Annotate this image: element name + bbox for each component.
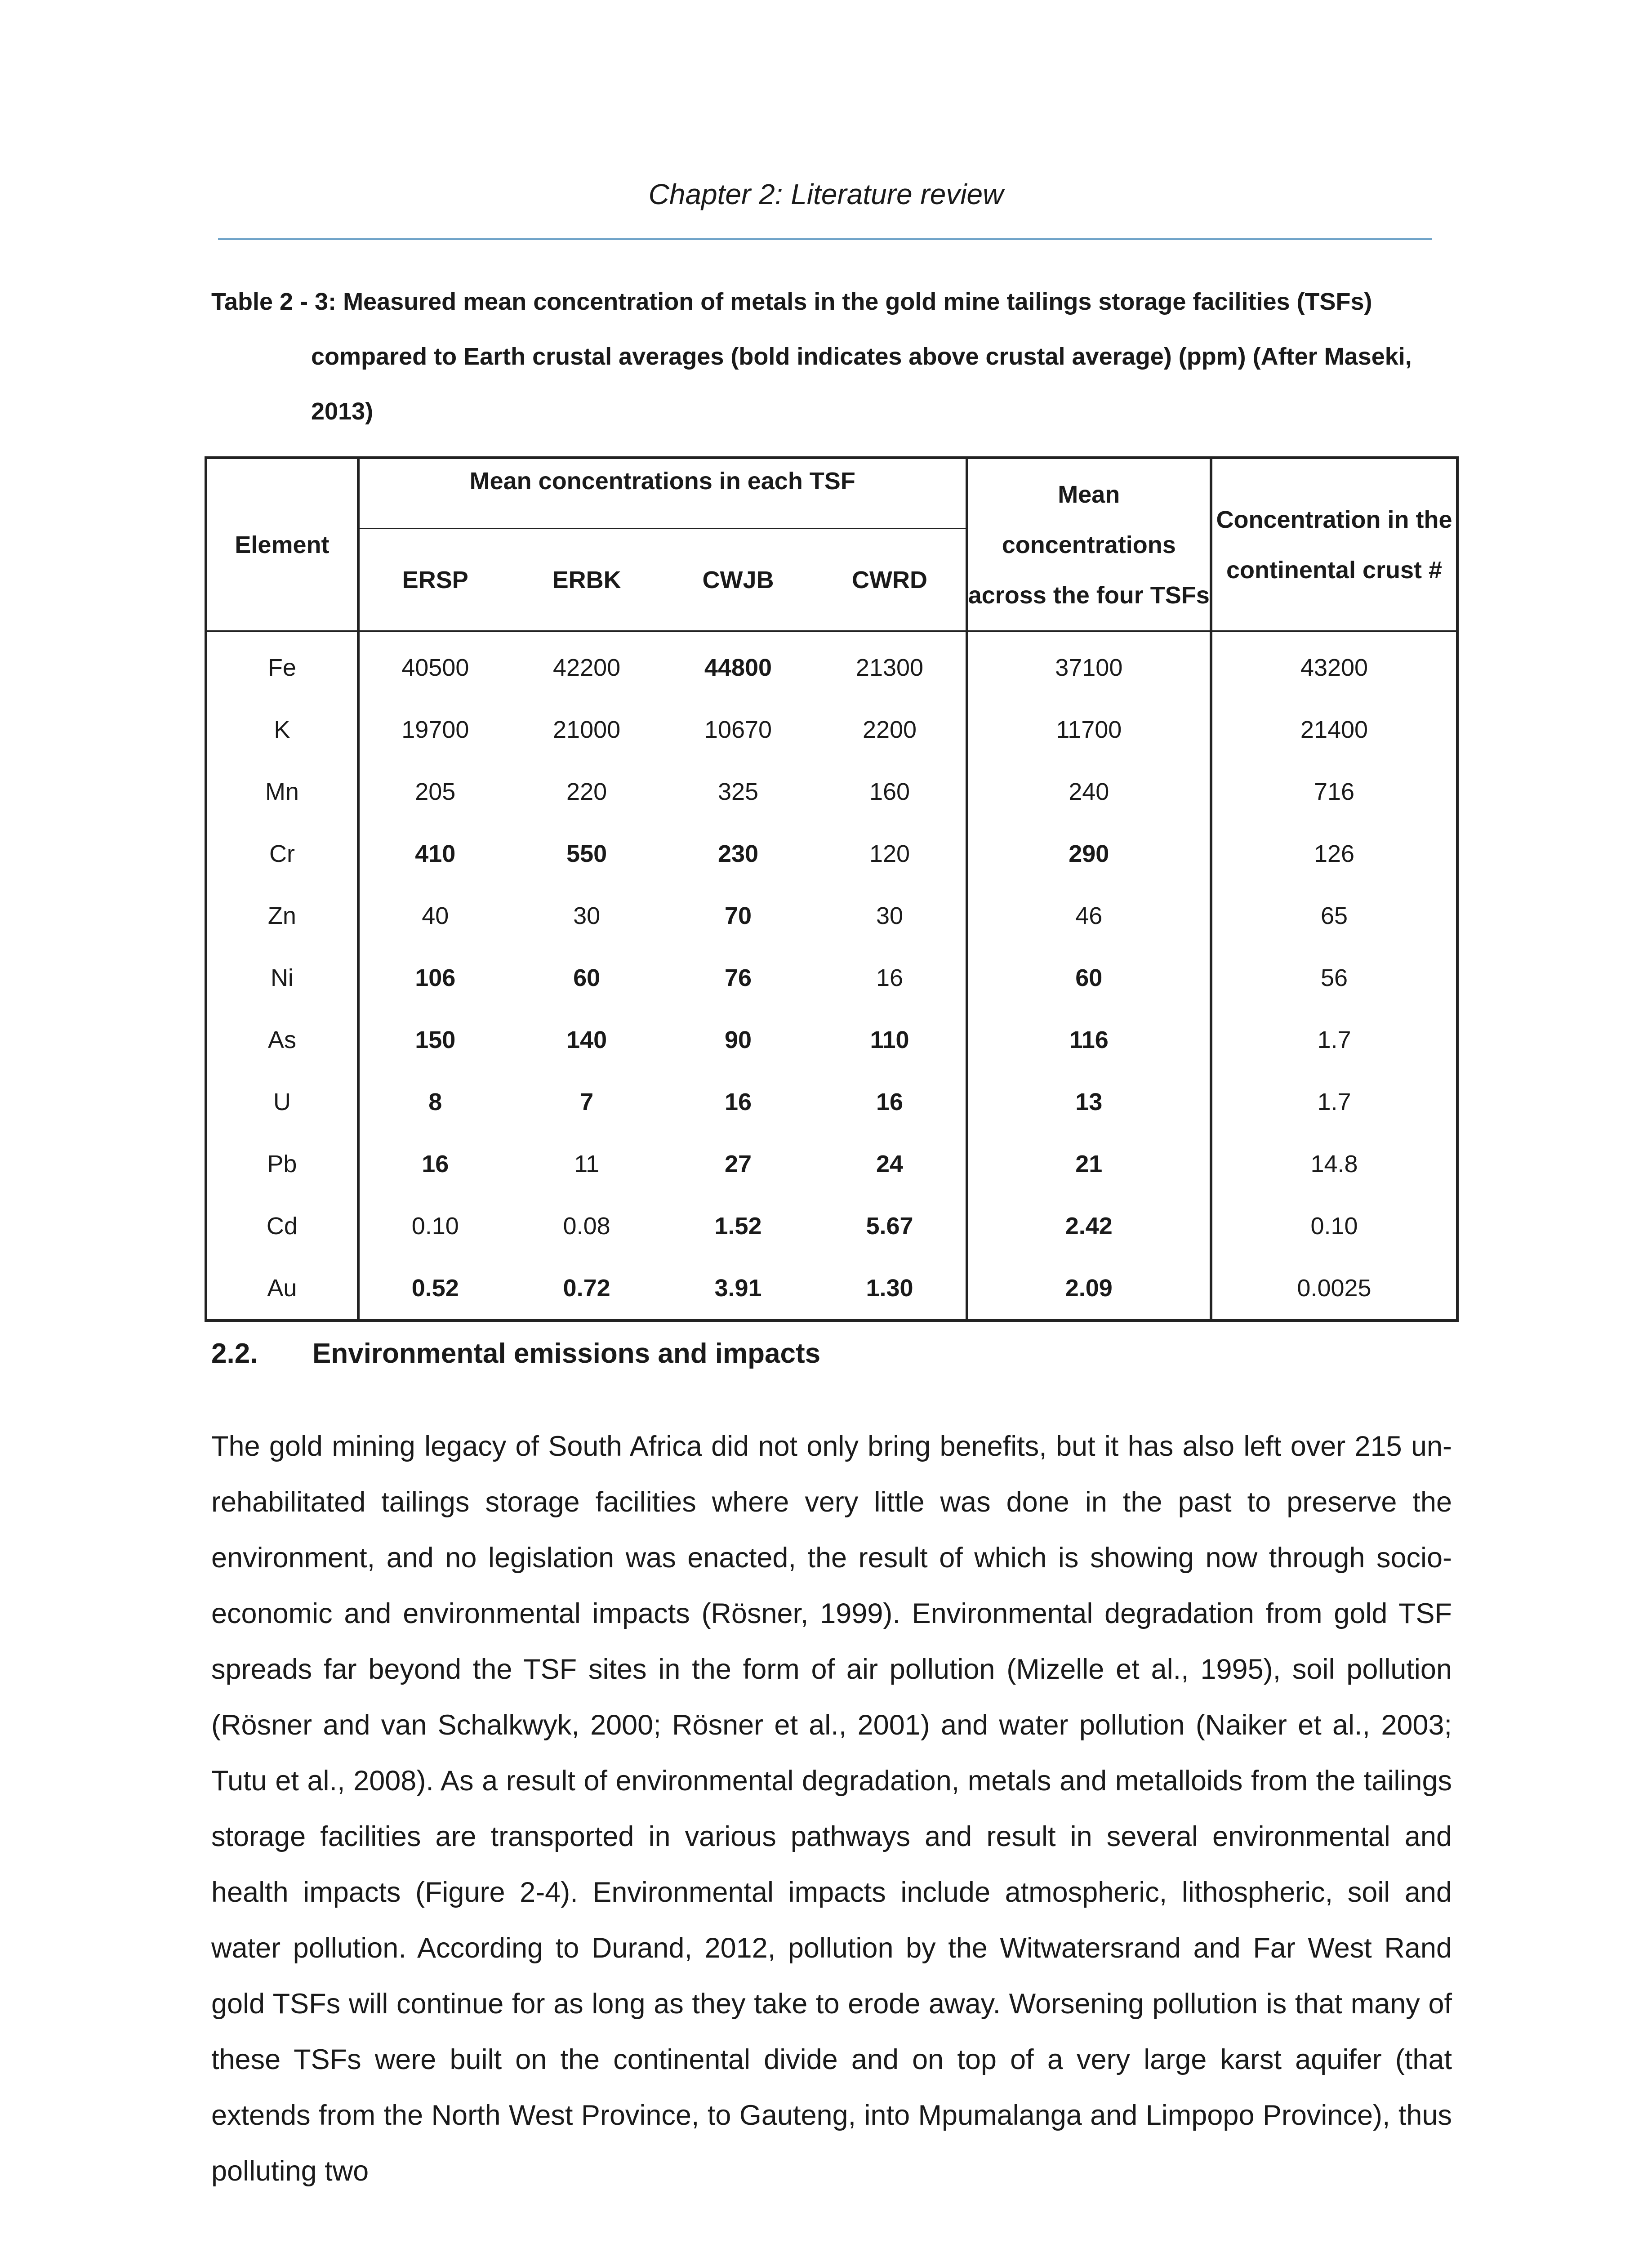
cell-ersp: 40 <box>422 902 449 929</box>
cell-cwjb: 325 <box>717 778 759 805</box>
table-row <box>206 885 1457 947</box>
cell-element: Mn <box>206 761 358 823</box>
header-rule <box>218 238 1432 240</box>
cell-erbk: 220 <box>566 778 607 805</box>
cell-ersp: 8 <box>428 1088 442 1115</box>
cell-mean: 2.09 <box>967 1257 1211 1320</box>
table-row <box>206 947 1457 1009</box>
cell-erbk: 30 <box>573 902 601 929</box>
cell-cwjb: 27 <box>724 1151 752 1178</box>
cell-ersp: 16 <box>422 1151 449 1178</box>
cell-cwrd: 2200 <box>862 716 917 743</box>
table-caption <box>211 274 1461 439</box>
cell-element: Pb <box>206 1133 358 1195</box>
cell-mean: 60 <box>967 947 1211 1009</box>
cell-cwrd: 30 <box>876 902 904 929</box>
header-ersp: ERSP <box>358 529 511 632</box>
table-row <box>206 823 1457 885</box>
header-mean: Mean concentrations across the four TSFs <box>967 458 1211 631</box>
cell-erbk: 0.08 <box>563 1213 610 1240</box>
cell-element: Cd <box>206 1195 358 1257</box>
cell-element: K <box>206 699 358 761</box>
cell-mean: 11700 <box>967 699 1211 761</box>
cell-element: Au <box>206 1257 358 1320</box>
cell-mean: 2.42 <box>967 1195 1211 1257</box>
cell-cwrd: 120 <box>869 840 910 867</box>
cell-crust: 1.7 <box>1211 1009 1457 1071</box>
cell-crust: 0.0025 <box>1211 1257 1457 1320</box>
cell-erbk: 42200 <box>553 654 621 681</box>
table-row <box>206 1257 1457 1320</box>
cell-crust: 0.10 <box>1211 1195 1457 1257</box>
cell-crust: 21400 <box>1211 699 1457 761</box>
caption-line-2: compared to Earth crustal averages (bold indicates above crustal average) (ppm) (After Maseki, <box>311 343 1412 370</box>
cell-element: Ni <box>206 947 358 1009</box>
metals-table <box>205 456 1459 1322</box>
header-cwrd: CWRD <box>814 529 966 632</box>
cell-element: Cr <box>206 823 358 885</box>
cell-crust: 56 <box>1211 947 1457 1009</box>
cell-crust: 14.8 <box>1211 1133 1457 1195</box>
cell-cwjb: 76 <box>724 964 752 991</box>
cell-cwrd: 1.30 <box>814 1257 966 1320</box>
cell-cwrd: 16 <box>876 1088 904 1115</box>
table-row <box>206 699 1457 761</box>
cell-cwrd: 21300 <box>855 654 924 681</box>
cell-crust: 126 <box>1211 823 1457 885</box>
cell-mean: 13 <box>967 1071 1211 1133</box>
cell-element: As <box>206 1009 358 1071</box>
cell-erbk: 21000 <box>553 716 621 743</box>
cell-ersp: 0.52 <box>358 1257 511 1320</box>
cell-mean: 116 <box>967 1009 1211 1071</box>
caption-line-1: Table 2 - 3: Measured mean concentration of metals in the gold mine tailings storage facilities (TSFs) <box>211 288 1372 315</box>
cell-crust: 1.7 <box>1211 1071 1457 1133</box>
cell-mean: 37100 <box>967 631 1211 699</box>
table-row <box>206 761 1457 823</box>
header-erbk: ERBK <box>511 529 663 632</box>
cell-cwjb: 10670 <box>704 716 772 743</box>
cell-crust: 43200 <box>1211 631 1457 699</box>
header-cwjb: CWJB <box>663 529 814 632</box>
section-heading <box>211 1338 820 1369</box>
cell-ersp: 19700 <box>401 716 469 743</box>
cell-erbk: 60 <box>573 964 601 991</box>
header-crust: Concentration in the continental crust # <box>1211 458 1457 631</box>
cell-cwjb: 3.91 <box>663 1257 814 1320</box>
cell-erbk: 550 <box>566 840 607 867</box>
cell-ersp: 40500 <box>401 654 469 681</box>
cell-cwrd: 24 <box>876 1151 904 1178</box>
cell-erbk: 0.72 <box>511 1257 663 1320</box>
cell-cwjb: 90 <box>724 1026 752 1053</box>
table-row <box>206 1071 1457 1133</box>
cell-mean: 290 <box>967 823 1211 885</box>
cell-cwjb: 16 <box>724 1088 752 1115</box>
cell-cwjb: 44800 <box>704 654 772 681</box>
chapter-header: Chapter 2: Literature review <box>648 178 1004 210</box>
cell-ersp: 150 <box>415 1026 456 1053</box>
cell-crust: 65 <box>1211 885 1457 947</box>
cell-mean: 46 <box>967 885 1211 947</box>
section-number: 2.2. <box>211 1338 258 1369</box>
cell-erbk: 7 <box>580 1088 594 1115</box>
header-tsf-group: Mean concentrations in each TSF <box>358 458 967 529</box>
cell-cwjb: 230 <box>717 840 759 867</box>
caption-line-3: 2013) <box>311 398 374 425</box>
table-row <box>206 1195 1457 1257</box>
cell-mean: 240 <box>967 761 1211 823</box>
table-row <box>206 1133 1457 1195</box>
cell-mean: 21 <box>967 1133 1211 1195</box>
cell-cwjb: 1.52 <box>714 1213 762 1240</box>
cell-element: Fe <box>206 631 358 699</box>
cell-ersp: 410 <box>415 840 456 867</box>
cell-ersp: 0.10 <box>411 1213 459 1240</box>
header-element: Element <box>206 458 358 631</box>
cell-element: U <box>206 1071 358 1133</box>
cell-ersp: 205 <box>415 778 456 805</box>
table-row <box>206 631 1457 699</box>
cell-crust: 716 <box>1211 761 1457 823</box>
cell-cwrd: 16 <box>876 964 904 991</box>
body-paragraph: The gold mining legacy of South Africa did not only bring benefits, but it has also left over 215 un-rehabilitated tailings storage facilities where very little was done in the past to preserve the environment, and no legislation was enacted, the result of which is showing now through socio-economic and environmental impacts (Rösner, 1999). Environmental degradation from gold TSF spreads far beyond the TSF sites in the form of air pollution (Mizelle et al., 1995), soil pollution (Rösner and van Schalkwyk, 2000; Rösner et al., 2001) and water pollution (Naiker et al., 2003; Tutu et al., 2008). As a result of environmental degradation, metals and metalloids from the tailings storage facilities are transported in various pathways and result in several environmental and health impacts (Figure 2-4). Environmental impacts include atmospheric, lithospheric, soil and water pollution. According to Durand, 2012, pollution by the Witwatersrand and Far West Rand gold TSFs will continue for as long as they take to erode away. Worsening pollution is that many of these TSFs were built on the continental divide and on top of a very large karst aquifer (that extends from the North West Province, to Gauteng, into Mpumalanga and Limpopo Province), thus polluting two <box>211 1431 1452 2187</box>
section-title: Environmental emissions and impacts <box>312 1338 821 1369</box>
cell-cwrd: 5.67 <box>866 1213 913 1240</box>
cell-erbk: 11 <box>574 1151 600 1178</box>
cell-cwjb: 70 <box>724 902 752 929</box>
table-row <box>206 1009 1457 1071</box>
cell-erbk: 140 <box>566 1026 607 1053</box>
cell-ersp: 106 <box>415 964 456 991</box>
cell-cwrd: 160 <box>869 778 910 805</box>
cell-element: Zn <box>206 885 358 947</box>
cell-cwrd: 110 <box>870 1026 909 1053</box>
